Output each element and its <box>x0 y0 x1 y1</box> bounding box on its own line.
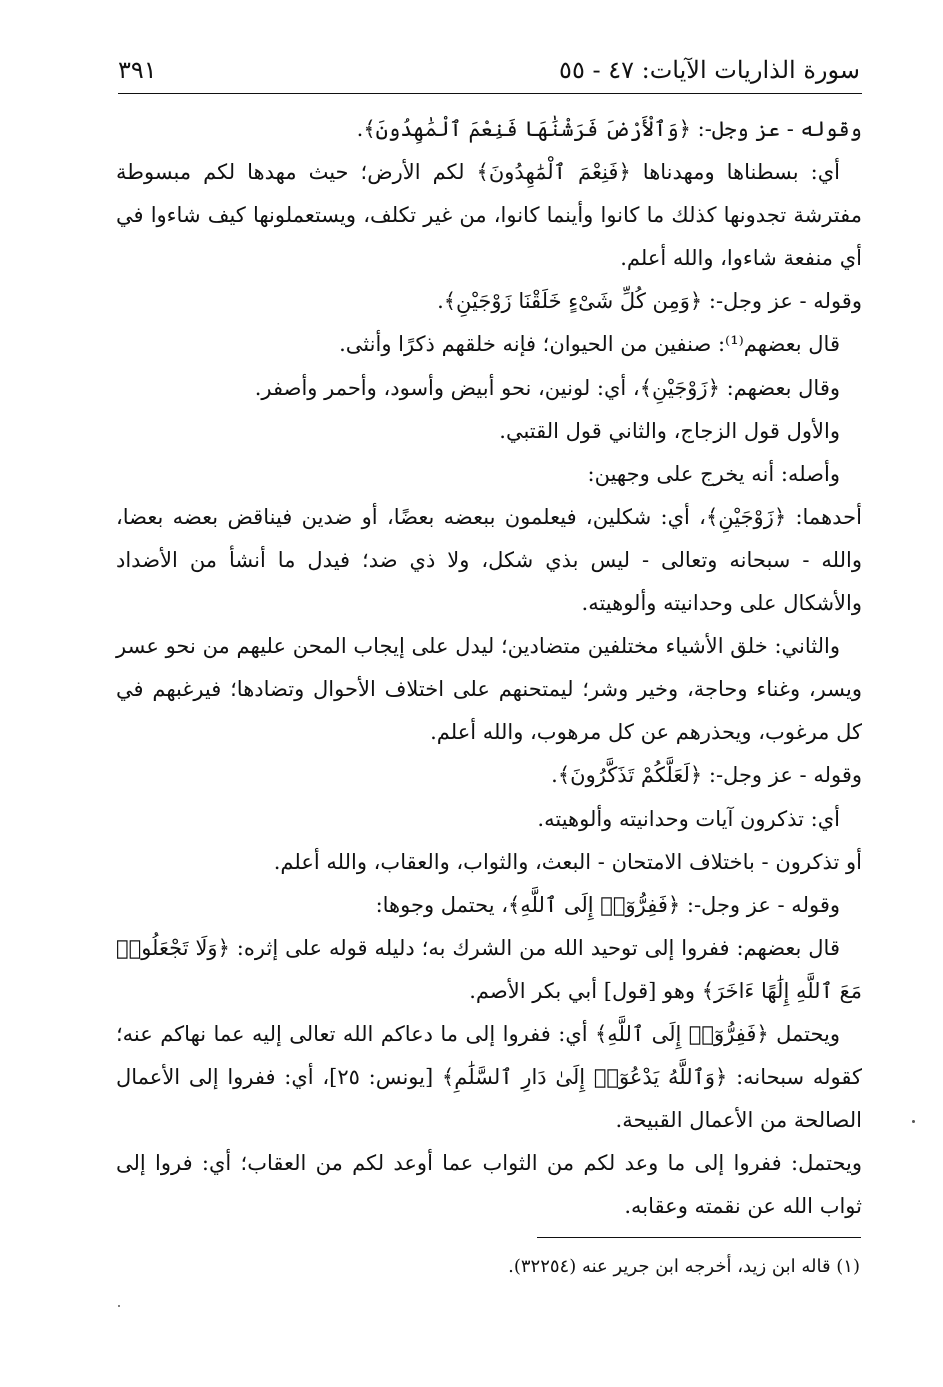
running-header <box>118 52 860 88</box>
paragraph: أي: بسطناها ومهدناها ﴿فَنِعْمَ ٱلْمَٰهِدُونَ﴾ لكم الأرض؛ حيث مهدها لكم مبسوطة مفترشة تجدونها كذلك ما كانوا وأينما كانوا، من غير تكلف، ويستعملونها كيف شاءوا في أي منفعة شاءوا، والله أعلم. <box>116 160 862 271</box>
scan-speck <box>912 1120 915 1123</box>
header-divider <box>118 93 862 94</box>
page-number: ٣٩١ <box>118 56 157 84</box>
footnote-divider <box>537 1237 861 1238</box>
paragraph: قال بعضهم: ففروا إلى توحيد الله من الشرك به؛ دليله قوله على إثره: ﴿وَلَا تَجْعَلُوا۟ مَعَ ٱللَّهِ إِلَٰهًا ءَاخَرَ﴾ وهو [قول] أبي بكر الأصم. <box>116 935 862 1003</box>
paragraph: ويحتمل ﴿فَفِرُّوٓا۟ إِلَى ٱللَّهِ﴾ أي: ففروا إلى ما دعاكم الله تعالى إليه عما نهاكم عنه؛ كقوله سبحانه: ﴿وَٱللَّهُ يَدْعُوٓا۟ إِلَىٰ دَارِ ٱلسَّلَٰمِ﴾ [يونس: ٢٥]، أي: ففروا إلى الأعمال الصالحة من الأعمال القبيحة. <box>116 1021 863 1133</box>
paragraph: ويحتمل: ففروا إلى ما وعد لكم من الثواب عما أوعد لكم من العقاب؛ أي: فروا إلى ثواب الله عن نقمته وعقابه. <box>116 1151 862 1219</box>
header-title: سورة الذاريات الآيات: ٤٧ - ٥٥ <box>559 56 860 84</box>
paragraph: أحدهما: ﴿زَوْجَيْنِ﴾، أي: شكلين، فيعلمون ببعضه بعضًا، أو ضدين فيناقض بعضه بعضا، والله - سبحانه وتعالى - ليس بذي شكل، ولا ذي ضد؛ فيدل ما أنشأ من الأضداد والأشكال على وحدانيته وألوهيته. <box>116 504 862 616</box>
paragraph: وقوله - عز وجل-: ﴿وَمِن كُلِّ شَىْءٍ خَلَقْنَا زَوْجَيْنِ﴾. <box>437 289 862 314</box>
footnote: (١) قاله ابن زيد، أخرجه ابن جرير عنه (٣٢٢٥٤). <box>508 1256 860 1277</box>
paragraph: والثاني: خلق الأشياء مختلفين متضادين؛ ليدل على إيجاب المحن عليهم من نحو عسر ويسر، وغناء وحاجة، وخير وشر؛ ليمتحنهم على اختلاف الأحوال وتضادها؛ فيرغبهم في كل مرغوب، ويحذرهم عن كل مرهوب، والله أعلم. <box>116 634 862 745</box>
paragraph: أو تذكرون - باختلاف الامتحان - البعث، والثواب، والعقاب، والله أعلم. <box>273 849 862 874</box>
paragraph: والأول قول الزجاج، والثاني قول القتبي. <box>499 418 840 443</box>
main-text <box>116 108 862 1228</box>
paragraph: وقوله - عز وجل-: ﴿وَٱلْأَرْضَ فَرَشْنَٰهَا فَنِعْمَ ٱلْمَٰهِدُونَ﴾. <box>356 117 862 141</box>
paragraph: قال بعضهم⁽¹⁾: صنفين من الحيوان؛ فإنه خلقهم ذكرًا وأنثى. <box>339 332 840 357</box>
paragraph: وقوله - عز وجل-: ﴿لَعَلَّكُمْ تَذَكَّرُونَ﴾. <box>551 763 862 788</box>
paragraph: وقال بعضهم: ﴿زَوْجَيْنِ﴾، أي: لونين، نحو أبيض وأسود، وأحمر وأصفر. <box>254 375 840 400</box>
paragraph: وقوله - عز وجل-: ﴿فَفِرُّوٓا۟ إِلَى ٱللَّهِ﴾، يحتمل وجوها: <box>375 892 840 917</box>
scan-speck <box>118 1305 120 1307</box>
paragraph: أي: تذكرون آيات وحدانيته وألوهيته. <box>537 806 840 831</box>
paragraph: وأصله: أنه يخرج على وجهين: <box>587 461 840 486</box>
